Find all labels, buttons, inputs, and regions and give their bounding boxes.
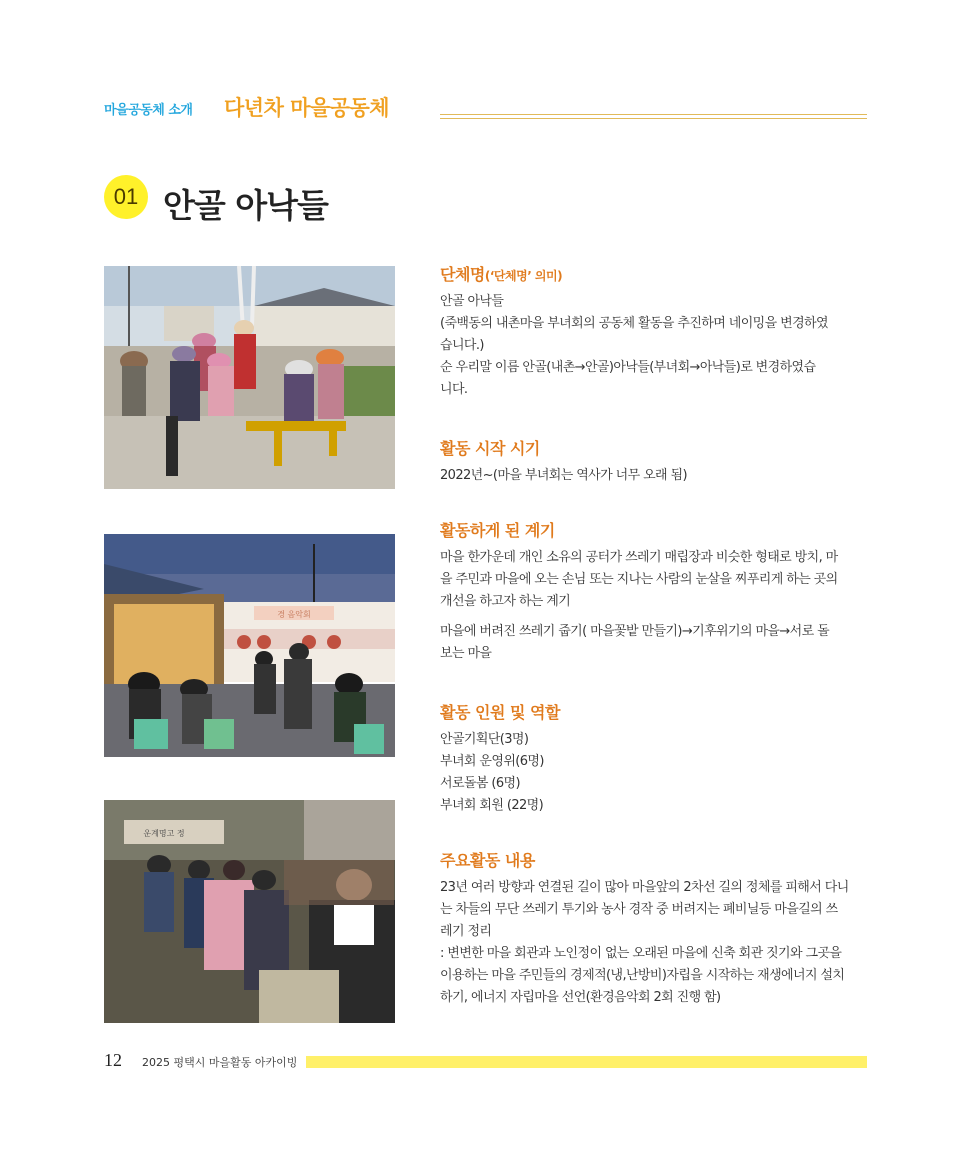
photo-environment-concert bbox=[104, 534, 395, 757]
block-members bbox=[440, 700, 867, 817]
header-kicker: 마을공동체 소개 bbox=[104, 103, 193, 118]
heading-motive: 활동하게 된 계기 bbox=[440, 521, 555, 540]
header-title: 다년차 마을공동체 bbox=[224, 96, 390, 120]
page-number: 12 bbox=[104, 1050, 122, 1070]
paragraph-line: 부녀회 회원 (22명) bbox=[440, 798, 544, 813]
paragraph-line: 부녀회 운영위(6명) bbox=[440, 754, 544, 769]
paragraph-line: 는 차들의 무단 쓰레기 투기와 농사 경작 중 버려지는 폐비닐등 마을길의 쓰 bbox=[440, 902, 838, 917]
header-rule bbox=[440, 118, 867, 119]
paragraph-line: 보는 마을 bbox=[440, 646, 492, 661]
photo-community-women bbox=[104, 266, 395, 489]
heading-group-name: 단체명(‘단체명’ 의미) bbox=[440, 265, 563, 284]
paragraph-line: 마을에 버려진 쓰레기 줍기( 마을꽃밭 만들기)→기후위기의 마을→서로 돌 bbox=[440, 624, 830, 639]
block-start-date bbox=[440, 436, 867, 487]
paragraph-line: 마을 한가운데 개인 소유의 공터가 쓰레기 매립장과 비슷한 형태로 방치, 마 bbox=[440, 550, 838, 565]
heading-members: 활동 인원 및 역할 bbox=[440, 703, 560, 722]
section-title: 안골 아낙들 bbox=[163, 186, 328, 225]
paragraph-line: 안골기획단(3명) bbox=[440, 732, 529, 747]
page-footer bbox=[104, 1050, 867, 1072]
paragraph-line: 2022년~(마을 부녀회는 역사가 너무 오래 됨) bbox=[440, 468, 687, 483]
block-motive bbox=[440, 518, 867, 665]
heading-activities: 주요활동 내용 bbox=[440, 851, 535, 870]
section-number-badge: 01 bbox=[104, 175, 148, 219]
paragraph-line: 하기, 에너지 자립마을 선언(환경음악회 2회 진행 함) bbox=[440, 990, 721, 1005]
paragraph-line: 안골 아낙들 bbox=[440, 294, 504, 309]
paragraph-line: 개선을 하고자 하는 계기 bbox=[440, 594, 571, 609]
hall-sign-text: 운계명고 정 bbox=[143, 829, 185, 838]
footer-title: 2025 평택시 마을활동 아카이빙 bbox=[142, 1056, 298, 1069]
paragraph-line: 을 주민과 마을에 오는 손님 또는 지나는 사람의 눈살을 찌푸리게 하는 곳의 bbox=[440, 572, 838, 587]
paragraph-line: : 변변한 마을 회관과 노인정이 없는 오래된 마을에 신축 회관 짓기와 그곳을 bbox=[440, 946, 842, 961]
paragraph-line: 습니다.) bbox=[440, 338, 484, 353]
page-header bbox=[104, 92, 867, 128]
header-rule bbox=[440, 114, 867, 115]
paragraph-line: 레기 정리 bbox=[440, 924, 492, 939]
footer-bar bbox=[306, 1056, 867, 1068]
heading-start-date: 활동 시작 시기 bbox=[440, 439, 540, 458]
block-activities bbox=[440, 848, 867, 1009]
paragraph-line: 순 우리말 이름 안골(내촌→안골)아낙들(부녀회→아낙들)로 변경하였습 bbox=[440, 360, 816, 375]
paragraph-line: (죽백동의 내촌마을 부녀회의 공동체 활동을 추진하며 네이밍을 변경하였 bbox=[440, 316, 828, 331]
paragraph-line: 이용하는 마을 주민들의 경제적(냉,난방비)자립을 시작하는 재생에너지 설치 bbox=[440, 968, 845, 983]
paragraph-line: 서로돌봄 (6명) bbox=[440, 776, 520, 791]
paragraph-line: 니다. bbox=[440, 382, 468, 397]
photo-indoor-audience bbox=[104, 800, 395, 1023]
block-group-name bbox=[440, 262, 867, 401]
concert-banner-text: 경 음악회 bbox=[277, 610, 311, 619]
paragraph-line: 23년 여러 방향과 연결된 길이 많아 마을앞의 2차선 길의 정체를 피해서 다니 bbox=[440, 880, 849, 895]
